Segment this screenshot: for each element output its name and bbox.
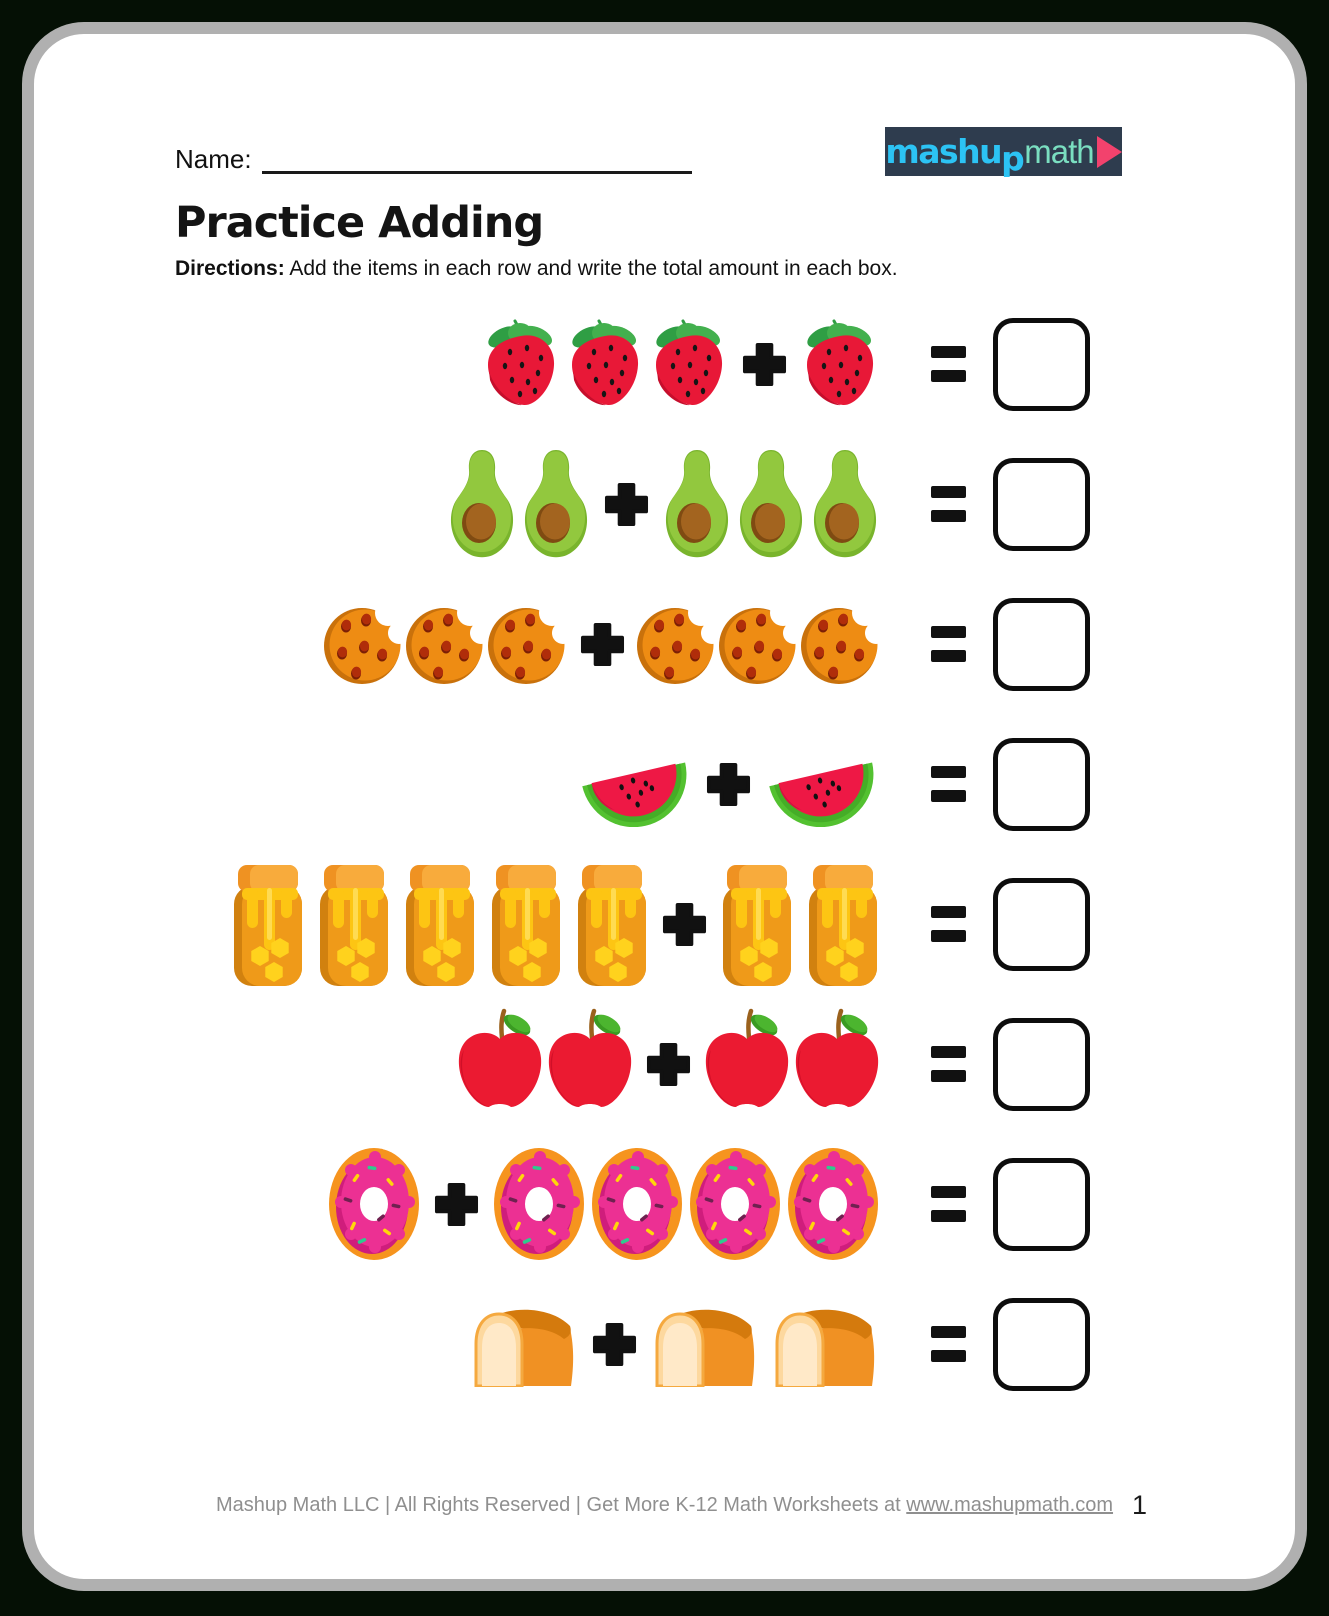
addition-rows: [34, 294, 1295, 1414]
right-operand-group: [661, 445, 881, 563]
donut-icon: [589, 1146, 685, 1262]
footer: [34, 1494, 1295, 1517]
directions-text: Directions: Add the items in each row and write the total amount in each box.: [175, 257, 898, 281]
left-operand-group: [480, 318, 730, 410]
page-title: Practice Adding: [175, 198, 544, 248]
equals-icon: [931, 346, 966, 382]
answer-box-7[interactable]: [993, 1158, 1090, 1251]
answer-box-2[interactable]: [993, 458, 1090, 551]
page-number: 1: [1131, 1490, 1147, 1520]
footer-link[interactable]: www.mashupmath.com: [906, 1494, 1114, 1516]
apple-icon: [793, 1008, 881, 1120]
left-operand-group: [446, 445, 592, 563]
answer-box-8[interactable]: [993, 1298, 1090, 1391]
donut-icon: [326, 1146, 422, 1262]
left-operand-group: [576, 741, 694, 827]
avocado-icon: [661, 445, 733, 563]
plus-icon: [646, 1042, 691, 1087]
apple-icon: [703, 1008, 791, 1120]
plus-icon: [742, 342, 787, 387]
donut-icon: [687, 1146, 783, 1262]
left-operand-group: [326, 1146, 422, 1262]
apple-icon: [546, 1008, 634, 1120]
donut-icon: [491, 1146, 587, 1262]
strawberry-icon: [799, 318, 881, 410]
plus-icon: [662, 902, 707, 947]
bread-icon: [649, 1301, 761, 1387]
answer-box-5[interactable]: [993, 878, 1090, 971]
plus-icon: [604, 482, 649, 527]
right-operand-group: [491, 1146, 881, 1262]
answer-box-1[interactable]: [993, 318, 1090, 411]
watermelon-icon: [763, 741, 881, 827]
left-operand-group: [468, 1301, 580, 1387]
mashupmath-logo: [885, 127, 1122, 176]
addition-row-bread: [34, 1274, 1090, 1414]
cookie-icon: [488, 600, 568, 688]
addition-row-strawberry: [34, 294, 1090, 434]
equals-icon: [931, 1326, 966, 1362]
honey-jar-icon: [488, 860, 564, 988]
honey-jar-icon: [805, 860, 881, 988]
cookie-icon: [406, 600, 486, 688]
right-operand-group: [799, 318, 881, 410]
logo-text-mashup: mashup: [885, 132, 1024, 178]
apple-icon: [456, 1008, 544, 1120]
worksheet-page: [22, 22, 1307, 1591]
plus-icon: [592, 1322, 637, 1367]
footer-text: Mashup Math LLC | All Rights Reserved | Get More K-12 Math Worksheets at: [215, 1494, 907, 1516]
addition-row-apple: [34, 994, 1090, 1134]
honey-jar-icon: [230, 860, 306, 988]
equals-icon: [931, 1046, 966, 1082]
equals-icon: [931, 626, 966, 662]
watermelon-icon: [576, 741, 694, 827]
honey-jar-icon: [574, 860, 650, 988]
honey-jar-icon: [316, 860, 392, 988]
avocado-icon: [520, 445, 592, 563]
honey-jar-icon: [719, 860, 795, 988]
addition-row-cookie: [34, 574, 1090, 714]
equals-icon: [931, 1186, 966, 1222]
cookie-icon: [801, 600, 881, 688]
avocado-icon: [809, 445, 881, 563]
name-label: Name:: [175, 144, 252, 174]
answer-box-4[interactable]: [993, 738, 1090, 831]
honey-jar-icon: [402, 860, 478, 988]
equals-icon: [931, 906, 966, 942]
strawberry-icon: [648, 318, 730, 410]
cookie-icon: [324, 600, 404, 688]
right-operand-group: [637, 600, 881, 688]
plus-icon: [580, 622, 625, 667]
answer-box-3[interactable]: [993, 598, 1090, 691]
strawberry-icon: [564, 318, 646, 410]
plus-icon: [434, 1182, 479, 1227]
left-operand-group: [324, 600, 568, 688]
right-operand-group: [703, 1008, 881, 1120]
directions-label: Directions:: [175, 257, 285, 281]
avocado-icon: [446, 445, 518, 563]
worksheet-header: [175, 127, 1122, 176]
play-triangle-icon: [1097, 136, 1122, 168]
left-operand-group: [456, 1008, 634, 1120]
name-input-line[interactable]: [262, 143, 692, 174]
addition-row-honey-jar: [34, 854, 1090, 994]
bread-icon: [769, 1301, 881, 1387]
plus-icon: [706, 762, 751, 807]
avocado-icon: [735, 445, 807, 563]
equals-icon: [931, 486, 966, 522]
addition-row-donut: [34, 1134, 1090, 1274]
donut-icon: [785, 1146, 881, 1262]
addition-row-avocado: [34, 434, 1090, 574]
addition-row-watermelon: [34, 714, 1090, 854]
cookie-icon: [637, 600, 717, 688]
logo-text-math: math: [1024, 133, 1094, 170]
answer-box-6[interactable]: [993, 1018, 1090, 1111]
strawberry-icon: [480, 318, 562, 410]
right-operand-group: [719, 860, 881, 988]
right-operand-group: [763, 741, 881, 827]
name-block: [175, 143, 692, 174]
cookie-icon: [719, 600, 799, 688]
left-operand-group: [230, 860, 650, 988]
right-operand-group: [649, 1301, 881, 1387]
bread-icon: [468, 1301, 580, 1387]
equals-icon: [931, 766, 966, 802]
